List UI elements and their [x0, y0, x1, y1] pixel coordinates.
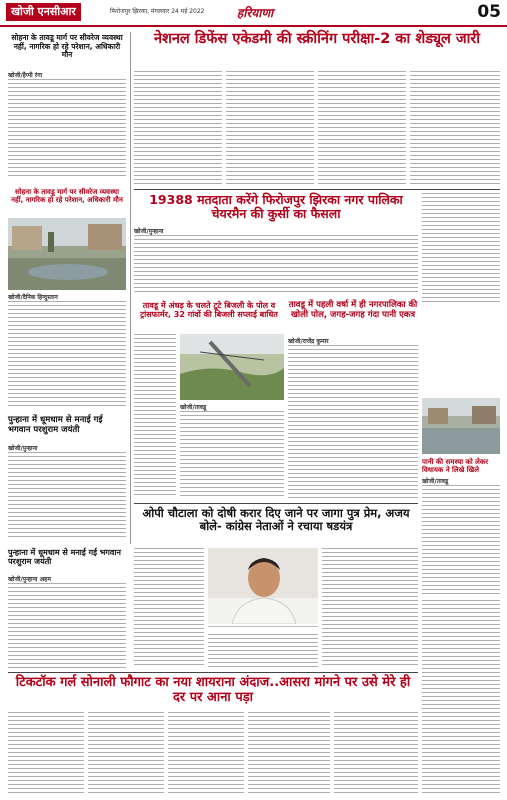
man-portrait-photo [208, 548, 318, 624]
article-body-sonali-col1 [8, 712, 84, 796]
section-title: हरियाणा [236, 6, 274, 20]
byline-rain: खोजी/राजेंद्र कुमार [288, 338, 329, 345]
article-body-chautala-col2 [208, 634, 318, 668]
article-body-sonali-col4 [248, 712, 330, 796]
article-body-parshuram-2 [8, 583, 126, 668]
section-divider-3 [8, 672, 418, 673]
article-body-nda-col1 [134, 71, 222, 185]
article-body-rain [288, 345, 418, 498]
article-headline-sohna: सोहना के तावडू मार्ग पर सीवरेज व्यवस्था नहीं, नागरिक हो रहे परेशान, अधिकारी मौन [11, 33, 123, 60]
article-headline-sonali: टिकटॉक गर्ल सोनाली फौगाट का नया शायराना अंदाज..आसरा मांगने पर उसे मेरे ही दर पर आना पड़ा [15, 675, 411, 705]
article-body-parshuram-1 [8, 452, 126, 540]
masthead [0, 0, 507, 27]
article-body-sonali-col3 [168, 712, 244, 796]
article-body-nda-col4 [410, 71, 500, 185]
byline-sohna-repeat: खोजी/दैनिक हिन्दुस्तान [8, 294, 58, 301]
article-body-sonali-col2 [88, 712, 164, 796]
section-divider-2 [134, 503, 418, 504]
byline-parshuram-1: खोजी/पुन्हाना [8, 445, 38, 452]
photo-caption-chautala [208, 626, 318, 631]
byline-tawadu: खोजी/तावडू [180, 404, 207, 411]
page-number: 05 [477, 2, 501, 22]
article-body-right-col [422, 193, 500, 303]
article-body-right-bottom [422, 600, 500, 796]
article-headline-rain: तावडू में पहली वर्षा में ही नगरपालिका की खोली पोल, जगह-जगह गंदा पानी एकत्र [288, 300, 418, 320]
article-body-tawadu-left [134, 334, 176, 498]
column-rule [130, 32, 131, 544]
waterlogged-road-photo [422, 398, 500, 454]
dateline: फिरोजपुर झिरका, मंगलवार 24 मई 2022 [110, 8, 205, 15]
byline-sohna: खोजी/हैप्पी रंगा [8, 72, 43, 79]
article-body-sohna-repeat [8, 301, 126, 409]
byline-voters: खोजी/पुन्हाना [134, 228, 164, 235]
article-body-nda-col2 [226, 71, 314, 185]
broken-power-pole-photo [180, 334, 284, 400]
article-body-sonali-col5 [334, 712, 418, 796]
article-body-nda-col3 [318, 71, 406, 185]
byline-tractor: खोजी/तावडू [422, 478, 449, 485]
article-body-tawadu [180, 411, 284, 498]
newspaper-logo: खोजी एनसीआर [6, 3, 81, 21]
flooded-street-photo [8, 218, 126, 290]
article-body-chautala-col3 [322, 548, 418, 668]
article-body-chautala-col1 [134, 548, 204, 668]
article-headline-parshuram-2: पुन्हाना में धूमधाम से मनाई गई भगवान परशुराम जयंती [8, 548, 121, 567]
article-headline-parshuram-1: पुन्हाना में धूमधाम से मनाई गई भगवान परशुराम जयंती [8, 415, 103, 435]
article-headline-tractor: पानी की समस्या को लेकर विधायक ने लिखे खिले [422, 458, 489, 475]
article-headline-tawadu: तावडू में अंधड़ के चलते टूटे बिजली के पोल व ट्रांसफार्मर, 32 गांवों की बिजली सप्लाई बाधित [140, 301, 278, 320]
section-divider [134, 189, 500, 190]
article-headline-chautala: ओपी चौटाला को दोषी करार दिए जाने पर जागा पुत्र प्रेम, अजय बोले- कांग्रेस नेताओं ने रचाया षडयंत्र [142, 506, 410, 534]
article-headline-nda: नेशनल डिफेंस एकेडमी की स्क्रीनिंग परीक्षा-2 का शेड्यूल जारी [153, 31, 481, 47]
article-headline-voters: 19388 मतदाता करेंगे फिरोजपुर झिरका नगर पालिका चेयरमैन की कुर्सी का फैसला [149, 192, 403, 222]
article-body-voters [134, 235, 418, 295]
article-body-tractor [422, 485, 500, 595]
article-headline-sohna-repeat: सोहना के तावडू मार्ग पर सीवरेज व्यवस्था नहीं, नागरिक हो रहे परेशान, अधिकारी मौन [11, 188, 123, 205]
byline-parshuram-2: खोजी/पुन्हाना अहम [8, 576, 51, 583]
article-body-sohna [8, 79, 126, 179]
